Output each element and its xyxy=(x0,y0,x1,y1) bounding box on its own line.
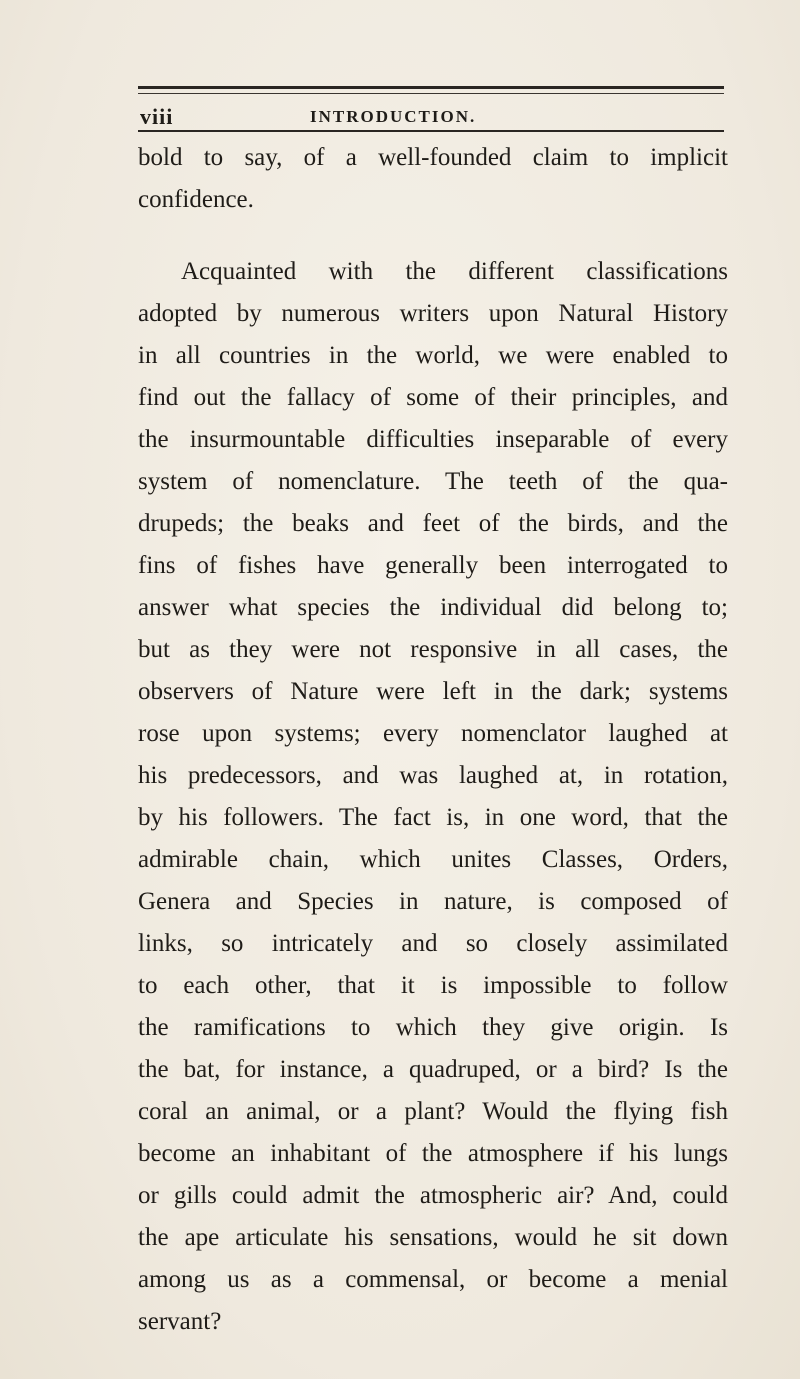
text-line: bold to say, of a well-founded claim to implicit xyxy=(138,144,728,171)
text-line: by his followers. The fact is, in one word, that the xyxy=(138,804,728,831)
text-line: among us as a commensal, or become a menial xyxy=(138,1266,728,1293)
header-rule-thin xyxy=(138,93,724,94)
text-line: Genera and Species in nature, is composed of xyxy=(138,888,728,915)
text-line: coral an animal, or a plant? Would the flying fish xyxy=(138,1098,728,1125)
paragraph-2 xyxy=(138,251,728,1343)
body-text xyxy=(138,137,728,1343)
text-line: admirable chain, which unites Classes, Orders, xyxy=(138,846,728,873)
text-line: fins of fishes have generally been interrogated to xyxy=(138,552,728,579)
text-line: observers of Nature were left in the dark; systems xyxy=(138,678,728,705)
text-line: rose upon systems; every nomenclator laughed at xyxy=(138,720,728,747)
text-line: to each other, that it is impossible to follow xyxy=(138,972,728,999)
text-line: adopted by numerous writers upon Natural History xyxy=(138,300,728,327)
text-line: but as they were not responsive in all cases, the xyxy=(138,636,728,663)
text-line: answer what species the individual did belong to; xyxy=(138,594,728,621)
text-line: confidence. xyxy=(138,186,254,213)
text-line: Acquainted with the different classifications xyxy=(181,258,728,285)
text-line: the insurmountable difficulties inseparable of every xyxy=(138,426,728,453)
text-line: or gills could admit the atmospheric air? And, could xyxy=(138,1182,728,1209)
page-number: viii xyxy=(140,104,174,129)
text-line: servant? xyxy=(138,1308,222,1335)
header-rule-bottom xyxy=(138,130,724,132)
text-line: in all countries in the world, we were enabled to xyxy=(138,342,728,369)
text-line: drupeds; the beaks and feet of the birds, and the xyxy=(138,510,728,537)
text-line: the ape articulate his sensations, would he sit down xyxy=(138,1224,728,1251)
header-rule-thick xyxy=(138,86,724,89)
text-line: system of nomenclature. The teeth of the qua- xyxy=(138,468,728,495)
page-header xyxy=(138,82,724,134)
text-line: find out the fallacy of some of their principles, and xyxy=(138,384,728,411)
paragraph-1 xyxy=(138,137,728,221)
paragraph-gap xyxy=(138,221,728,251)
running-title: INTRODUCTION. xyxy=(310,107,477,126)
text-line: the ramifications to which they give origin. Is xyxy=(138,1014,728,1041)
text-line: links, so intricately and so closely assimilated xyxy=(138,930,728,957)
text-line: his predecessors, and was laughed at, in rotation, xyxy=(138,762,728,789)
text-line: become an inhabitant of the atmosphere if his lungs xyxy=(138,1140,728,1167)
text-line: the bat, for instance, a quadruped, or a bird? Is the xyxy=(138,1056,728,1083)
